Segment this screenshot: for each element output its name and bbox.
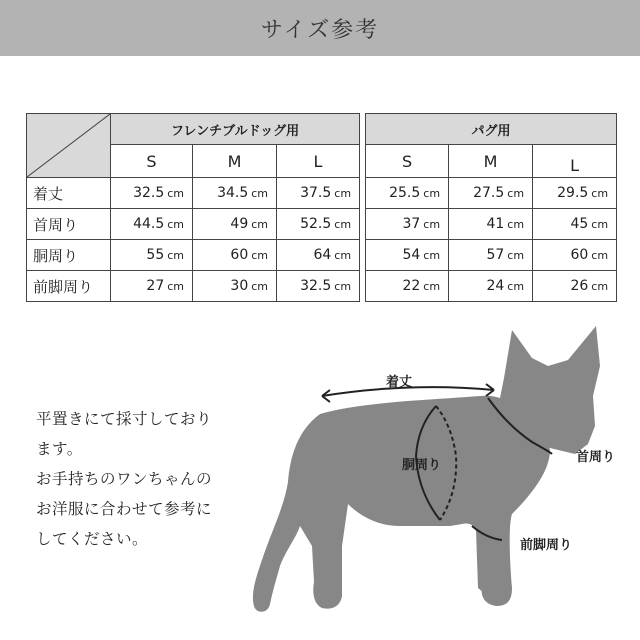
size-value: 57 [486,247,505,263]
size-value: 30 [230,278,249,294]
size-value-cell [533,271,617,302]
size-value-cell [277,240,360,271]
size-value-cell [193,271,277,302]
label-chest: 胴周り [402,458,442,473]
group-header-pug: パグ用 [366,114,617,145]
page-title: サイズ参考 [260,17,380,43]
size-value-cell [277,178,360,209]
size-value: 22 [402,278,421,294]
header-banner [0,0,640,56]
size-value: 49 [230,216,249,232]
size-unit: cm [251,187,268,200]
size-value: 37 [402,216,421,232]
size-unit: cm [507,249,525,262]
size-unit: cm [167,249,184,262]
table-row [27,209,617,240]
size-unit: cm [167,218,184,231]
size-value: 64 [313,247,332,263]
size-header: M [449,145,533,178]
label-foreleg: 前脚周り [520,538,573,553]
size-value: 27 [146,278,165,294]
size-value-cell [277,209,360,240]
size-unit: cm [423,280,441,293]
table-group-row [27,114,617,145]
size-header: S [366,145,449,178]
size-value-cell [111,271,193,302]
size-unit: cm [334,249,352,262]
size-unit: cm [423,249,441,262]
size-unit: cm [591,218,609,231]
size-unit: cm [423,187,441,200]
size-header: L [277,145,360,178]
size-header: M [193,145,277,178]
size-value: 52.5 [300,216,332,232]
table-size-row [27,145,617,178]
size-unit: cm [251,280,268,293]
size-unit: cm [167,187,184,200]
size-value: 34.5 [217,185,249,201]
size-value-cell [449,271,533,302]
size-unit: cm [591,280,609,293]
group-header-frenchbulldog: フレンチブルドッグ用 [111,114,360,145]
size-value: 32.5 [133,185,165,201]
size-value-cell [193,240,277,271]
size-value: 60 [570,247,589,263]
note-line: お手持ちのワンちゃんの [36,470,213,488]
size-unit: cm [507,280,525,293]
size-value: 25.5 [389,185,421,201]
size-value-cell [533,178,617,209]
note-line: ます。 [36,440,83,458]
label-length: 着丈 [386,375,413,390]
table-row [27,271,617,302]
row-label: 着丈 [27,178,111,209]
table-row [27,178,617,209]
size-value-cell [366,271,449,302]
size-unit: cm [334,280,352,293]
size-value: 24 [486,278,505,294]
size-value: 29.5 [557,185,589,201]
size-value-cell [366,240,449,271]
size-value: 26 [570,278,589,294]
size-value-cell [193,178,277,209]
row-label: 胴周り [27,240,111,271]
size-value-cell [111,178,193,209]
dog-measurement-diagram [250,326,630,618]
size-value-cell [193,209,277,240]
row-label: 首周り [27,209,111,240]
size-value: 37.5 [300,185,332,201]
row-label: 前脚周り [27,271,111,302]
size-unit: cm [167,280,184,293]
size-unit: cm [507,187,525,200]
size-value: 55 [146,247,165,263]
size-value-cell [277,271,360,302]
size-unit: cm [334,187,352,200]
size-value: 32.5 [300,278,332,294]
size-table [26,113,617,302]
size-unit: cm [334,218,352,231]
size-value-cell [366,209,449,240]
size-header: S [111,145,193,178]
size-value-cell [449,209,533,240]
diagonal-line-icon [27,114,110,177]
size-value: 41 [486,216,505,232]
size-value: 44.5 [133,216,165,232]
size-value: 54 [402,247,421,263]
note-line: お洋服に合わせて参考に [36,500,213,518]
size-value-cell [111,209,193,240]
size-header: L [533,145,617,178]
size-unit: cm [591,187,609,200]
label-neck: 首周り [576,450,616,465]
size-unit: cm [251,218,268,231]
size-value-cell [449,240,533,271]
size-value-cell [533,209,617,240]
size-value-cell [366,178,449,209]
size-value-cell [449,178,533,209]
size-unit: cm [423,218,441,231]
table-corner-cell [27,114,111,178]
size-value: 60 [230,247,249,263]
note-line: してください。 [36,530,149,548]
size-value-cell [111,240,193,271]
size-unit: cm [591,249,609,262]
table-row [27,240,617,271]
measurement-note [36,404,246,554]
size-value-cell [533,240,617,271]
size-value: 45 [570,216,589,232]
note-line: 平置きにて採寸しており [36,410,213,428]
size-unit: cm [251,249,268,262]
size-value: 27.5 [473,185,505,201]
size-unit: cm [507,218,525,231]
